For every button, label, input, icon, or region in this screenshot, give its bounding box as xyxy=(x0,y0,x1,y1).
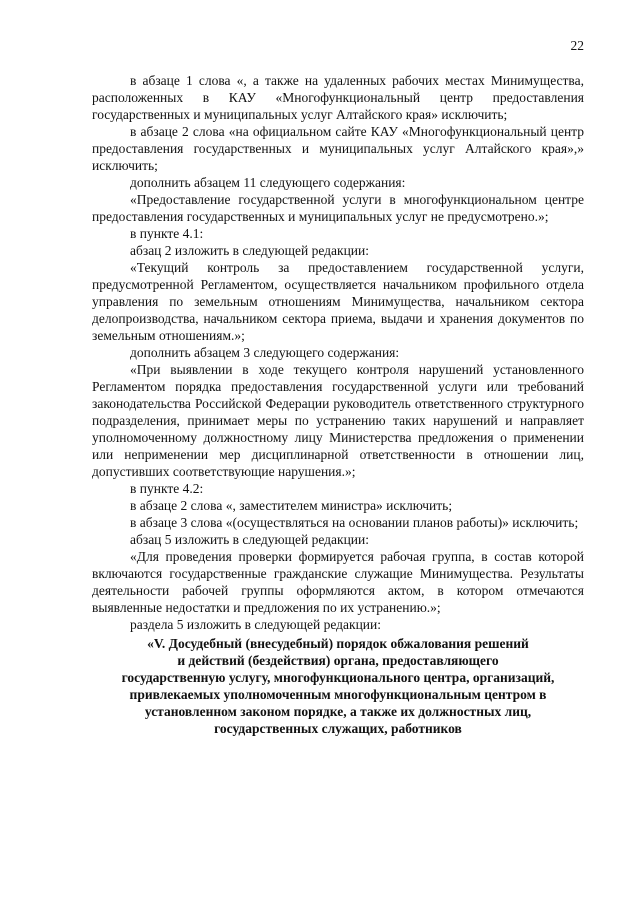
page-number: 22 xyxy=(570,38,584,53)
paragraph: в абзаце 3 слова «(осуществляться на основании планов работы)» исключить; xyxy=(130,515,579,530)
section-heading-line: привлекаемых уполномоченным многофункциональным центром в xyxy=(129,687,547,702)
paragraph: в пункте 4.1: xyxy=(130,226,204,241)
body-text xyxy=(92,72,584,737)
paragraph: «При выявлении в ходе текущего контроля нарушений установленного Регламентом порядка предоставления государственной услуги или требований законодательства Российской Федерации руководитель ответственного структурного подразделения, принимает меры по устранению таких нарушений и направляет уполномоченному должностному лицу Министерства предложения о применении или неприменении мер дисциплинарной ответственности в отношении лиц, допустивших соответствующие нарушения.»; xyxy=(92,362,584,479)
paragraph: в абзаце 2 слова «на официальном сайте КАУ «Многофункциональный центр предоставления государственных и муниципальных услуг Алтайского края»,» исключить; xyxy=(92,124,584,173)
paragraph: «Для проведения проверки формируется рабочая группа, в состав которой включаются государственные гражданские служащие Минимущества. Результаты деятельности рабочей группы оформляются актом, в котором отмечаются выявленные недостатки и предложения по их устранению.»; xyxy=(92,549,584,615)
paragraph: абзац 5 изложить в следующей редакции: xyxy=(130,532,369,547)
paragraph: дополнить абзацем 11 следующего содержания: xyxy=(130,175,406,190)
paragraph: раздела 5 изложить в следующей редакции: xyxy=(130,617,382,632)
section-heading-line: и действий (бездействия) органа, предоставляющего xyxy=(177,653,499,668)
section-heading xyxy=(92,635,584,737)
section-heading-line: государственную услугу, многофункционального центра, организаций, xyxy=(121,670,555,685)
paragraph: в абзаце 1 слова «, а также на удаленных рабочих местах Минимущества, расположенных в КАУ «Многофункциональный центр предоставления государственных и муниципальных услуг Алтайского края» исключить; xyxy=(92,73,584,122)
paragraph: «Текущий контроль за предоставлением государственной услуги, предусмотренной Регламентом, осуществляется начальником профильного отдела управления по земельным отношениям Минимущества, начальником сектора делопроизводства, начальником сектора приема, выдачи и хранения документов по земельным отношениям.»; xyxy=(92,260,584,343)
paragraph: в абзаце 2 слова «, заместителем министра» исключить; xyxy=(130,498,453,513)
section-heading-line: установленном законом порядке, а также их должностных лиц, xyxy=(144,704,532,719)
section-heading-line: государственных служащих, работников xyxy=(214,721,462,736)
paragraph: абзац 2 изложить в следующей редакции: xyxy=(130,243,369,258)
paragraph: в пункте 4.2: xyxy=(130,481,204,496)
paragraph: «Предоставление государственной услуги в многофункциональном центре предоставления государственных и муниципальных услуг не предусмотрено.»; xyxy=(92,192,584,224)
section-heading-line: «V. Досудебный (внесудебный) порядок обжалования решений xyxy=(147,636,529,651)
paragraph: дополнить абзацем 3 следующего содержания: xyxy=(130,345,400,360)
